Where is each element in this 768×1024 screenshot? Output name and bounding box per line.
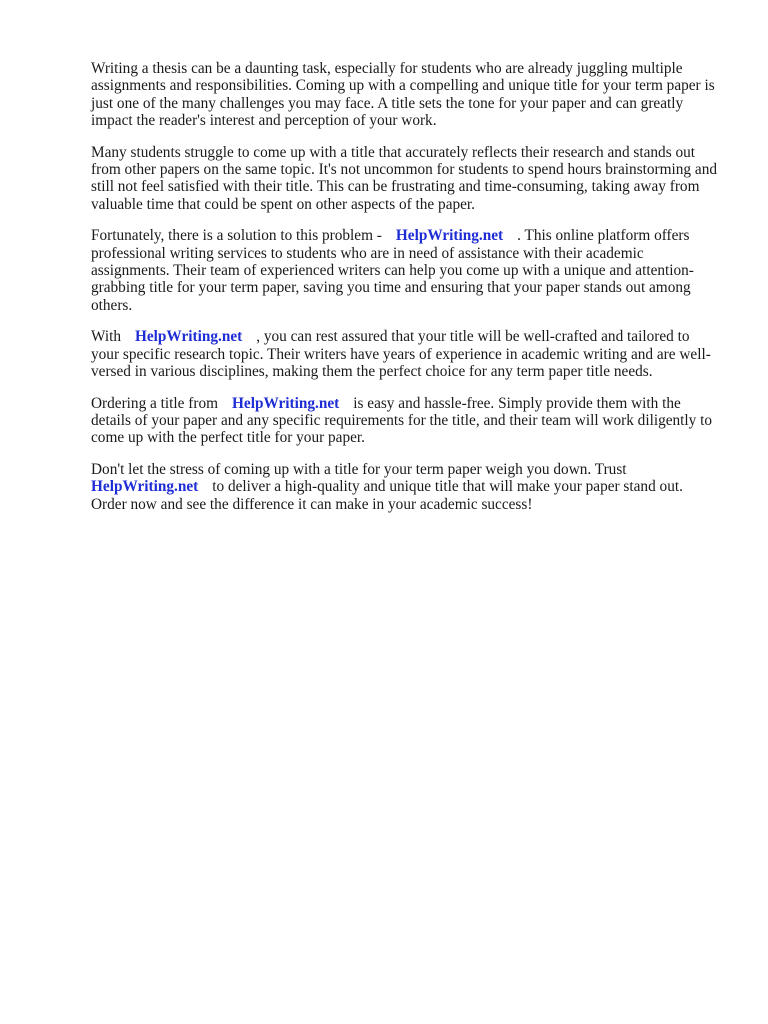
helpwriting-link-3[interactable]: HelpWriting.net — [232, 394, 340, 412]
paragraph-closing-text-after: to deliver a high-quality and unique title that will make your paper stand out. Order now and see the difference it can make in your academic success! — [91, 478, 683, 513]
paragraph-closing — [91, 461, 721, 513]
paragraph-ordering-text-after: is easy and hassle-free. Simply provide them with the details of your paper and any specific requirements for the title, and their team will work diligently to come up with the perfect title for your paper. — [91, 394, 713, 447]
paragraph-assurance — [91, 328, 721, 380]
paragraph-assurance-text-after: , you can rest assured that your title will be well-crafted and tailored to your specific research topic. Their writers have years of experience in academic writing and are well-versed in various disciplines, making them the perfect choice for any term paper title needs. — [91, 328, 711, 381]
paragraph-ordering-text-before: Ordering a title from — [91, 394, 219, 412]
paragraph-solution — [91, 227, 721, 314]
paragraph-assurance-text-before: With — [91, 328, 121, 346]
paragraph-solution-text-after: . This online platform offers professional writing services to students who are in need of assistance with their academic assignments. Their team of experienced writers can help you come up with a unique and attention-grabbing title for your term paper, saving you time and ensuring that your paper stands out among others. — [91, 227, 694, 314]
helpwriting-link-2[interactable]: HelpWriting.net — [134, 328, 243, 346]
helpwriting-link-4[interactable]: HelpWriting.net — [91, 478, 199, 496]
paragraph-closing-text-before: Don't let the stress of coming up with a title for your term paper weigh you down. Trust — [91, 460, 627, 478]
helpwriting-link-1[interactable]: HelpWriting.net — [395, 227, 504, 245]
paragraph-intro: Writing a thesis can be a daunting task, especially for students who are already juggling multiple assignments and responsibilities. Coming up with a compelling and unique title for your term paper is just one of the many challenges you may face. A title sets the tone for your paper and can greatly impact the reader's interest and perception of your work. — [91, 60, 715, 130]
paragraph-struggle: Many students struggle to come up with a title that accurately reflects their research and stands out from other papers on the same topic. It's not uncommon for students to spend hours brainstorming and still not feel satisfied with their title. This can be frustrating and time-consuming, taking away from valuable time that could be spent on other aspects of the paper. — [91, 143, 717, 213]
paragraph-solution-text-before: Fortunately, there is a solution to this problem - — [91, 227, 382, 245]
paragraph-ordering — [91, 395, 721, 447]
document-page — [91, 60, 721, 527]
